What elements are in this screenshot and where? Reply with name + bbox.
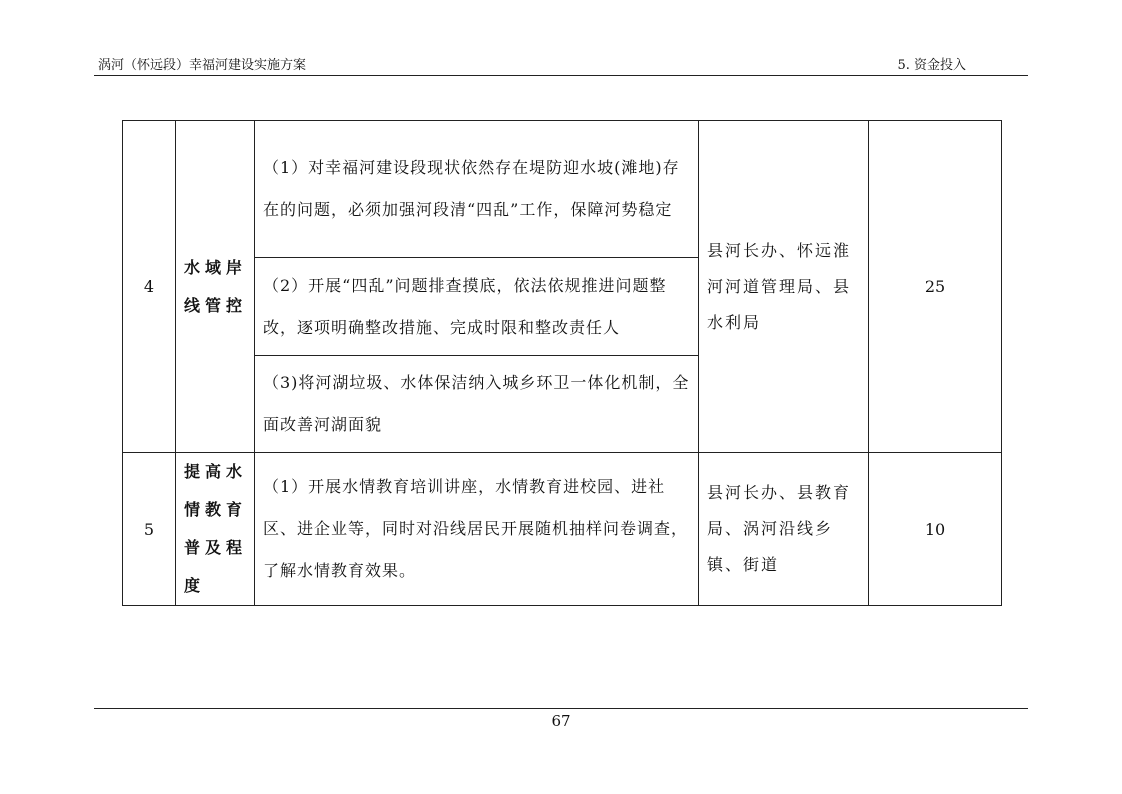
footer-rule: [94, 708, 1028, 709]
task-name: 提高水情教育普及程度: [176, 453, 255, 606]
measure-cell: （3)将河湖垃圾、水体保洁纳入城乡环卫一体化机制，全面改善河湖面貌: [255, 356, 699, 453]
row-number: 5: [123, 453, 176, 606]
page-footer: [94, 708, 1028, 730]
task-name: 水域岸线管控: [176, 121, 255, 453]
responsible-unit: 县河长办、怀远淮河河道管理局、县水利局: [699, 121, 869, 453]
table-row: [123, 453, 1002, 606]
header-rule: [94, 75, 1028, 76]
table-row: [123, 121, 1002, 258]
responsible-unit: 县河长办、县教育局、涡河沿线乡镇、街道: [699, 453, 869, 606]
page-header: [94, 54, 1028, 76]
measure-cell: （1）对幸福河建设段现状依然存在堤防迎水坡(滩地)存在的问题，必须加强河段清“四乱”工作，保障河势稳定: [255, 121, 699, 258]
section-title: 5. 资金投入: [897, 58, 966, 73]
fund-amount: 10: [869, 453, 1002, 606]
document-title: 涡河（怀远段）幸福河建设实施方案: [98, 58, 307, 73]
measure-cell: （1）开展水情教育培训讲座，水情教育进校园、进社区、进企业等，同时对沿线居民开展随机抽样问卷调查，了解水情教育效果。: [255, 453, 699, 606]
funding-table: [122, 120, 1002, 606]
page-number: 67: [551, 712, 571, 730]
row-number: 4: [123, 121, 176, 453]
fund-amount: 25: [869, 121, 1002, 453]
measure-cell: （2）开展“四乱”问题排查摸底，依法依规推进问题整改，逐项明确整改措施、完成时限和整改责任人: [255, 258, 699, 356]
